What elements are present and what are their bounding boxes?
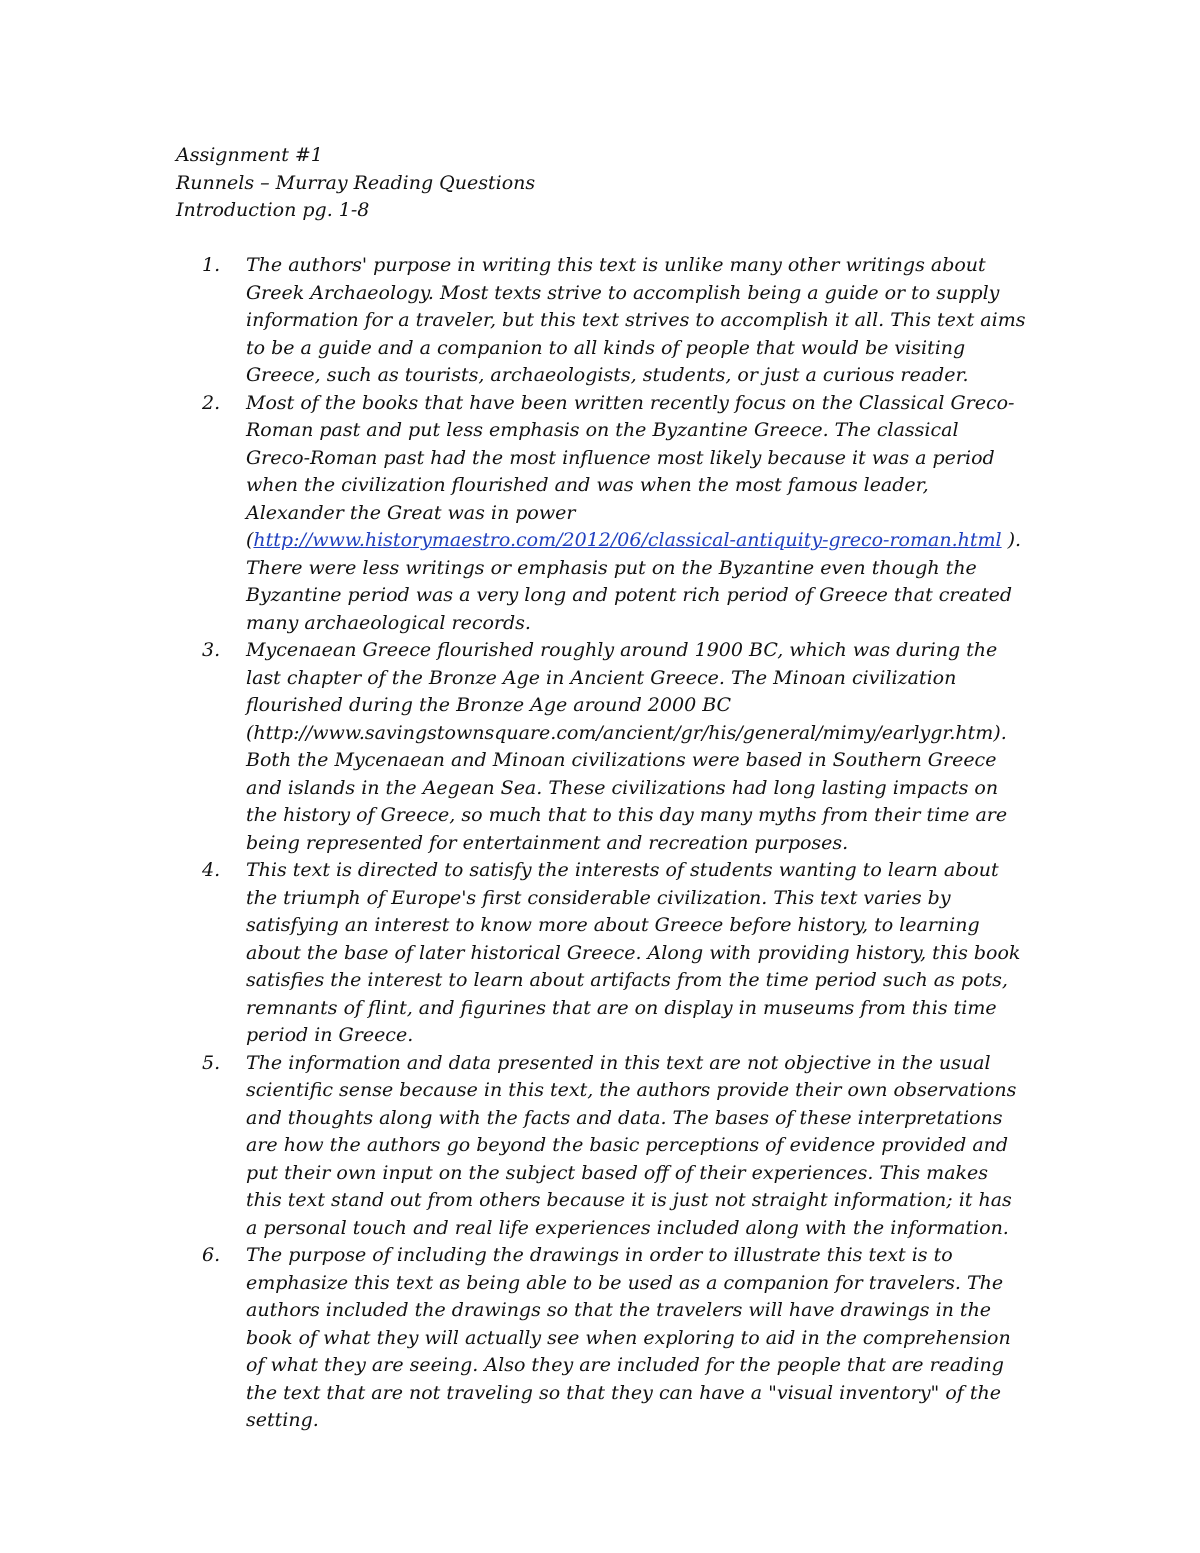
assignment-title: Assignment #1: [176, 144, 323, 166]
document-header: [176, 142, 1056, 225]
question-answer-text: The purpose of including the drawings in order to illustrate this text is to emphasize this text as being able to be used as a companion for travelers. The authors included the drawings so that the travelers will have drawings in the book of what they will actually see when exploring to aid in the comprehension of what they are seeing. Also they are included for the people that are reading the text that are not traveling so that they can have a "visual inventory" of the setting.: [246, 1244, 1011, 1431]
question-item-5: [176, 1050, 1056, 1243]
question-number: 2.: [202, 391, 221, 414]
question-item-3: [176, 637, 1056, 857]
question-number: 6.: [202, 1244, 221, 1266]
question-answer-text: Mycenaean Greece flourished roughly around 1900 BC, which was during the last chapter of the Bronze Age in Ancient Greece. The Minoan civilization flourished during the Bronze Age around 2000 BC (http://www.savingstownsquare.com/ancient/gr/his/general/mimy/earlygr.htm). Both the Mycenaean and Minoan civilizations were based in Southern Greece and islands in the Aegean Sea. These civilizations had long lasting impacts on the history of Greece, so much that to this day many myths from their time are being represented for entertainment and recreation purposes.: [246, 639, 1008, 854]
question-number: 1.: [202, 254, 221, 276]
question-number: 3.: [202, 639, 221, 661]
question-item-1: [176, 252, 1056, 390]
assignment-subtitle: Runnels – Murray Reading Questions: [176, 171, 536, 194]
question-item-6: [176, 1242, 1056, 1435]
question-number: 5.: [202, 1051, 221, 1074]
question-item-2: [176, 390, 1056, 638]
question-answer-text: This text is directed to satisfy the interests of students wanting to learn about the triumph of Europe's first considerable civilization. This text varies by satisfying an interest to know more about Greece before history, to learning about the base of later historical Greece. Along with providing history, this book satisfies the interest to learn about artifacts from the time period such as pots, remnants of flint, and figurines that are on display in museums from this time period in Greece.: [246, 859, 1021, 1046]
document-body: [176, 142, 1056, 1435]
question-answer-text: The authors' purpose in writing this text is unlike many other writings about Greek Archaeology. Most texts strive to accomplish being a guide or to supply information for a traveler, but this text strives to accomplish it all. This text aims to be a guide and a companion to all kinds of people that would be visiting Greece, such as tourists, archaeologists, students, or just a curious reader.: [246, 254, 1026, 386]
question-answer-text: [246, 390, 1026, 638]
page-range: Introduction pg. 1-8: [176, 199, 370, 221]
question-answer-text: The information and data presented in this text are not objective in the usual scientific sense because in this text, the authors provide their own observations and thoughts along with the facts and data. The bases of these interpretations are how the authors go beyond the basic perceptions of evidence provided and put their own input on the subject based off of their experiences. This makes this text stand out from others because it is just not straight information; it has a personal touch and real life experiences included along with the information.: [246, 1051, 1017, 1239]
question-item-4: [176, 857, 1056, 1050]
answer-text-after-link: ). There were less writings or emphasis put on the Byzantine even though the Byzantine period was a very long and potent rich period of Greece that created many archaeological records.: [246, 529, 1022, 634]
question-list: [176, 252, 1056, 1435]
source-link[interactable]: http://www.historymaestro.com/2012/06/classical-antiquity-greco-roman.html: [253, 529, 1002, 551]
question-number: 4.: [202, 859, 221, 881]
answer-text-before-link: Most of the books that have been written recently focus on the Classical Greco-Roman past and put less emphasis on the Byzantine Greece. The classical Greco-Roman past had the most influence most likely because it was a period when the civilization flourished and was when the most famous leader, Alexander the Great was in power (: [246, 391, 1015, 551]
